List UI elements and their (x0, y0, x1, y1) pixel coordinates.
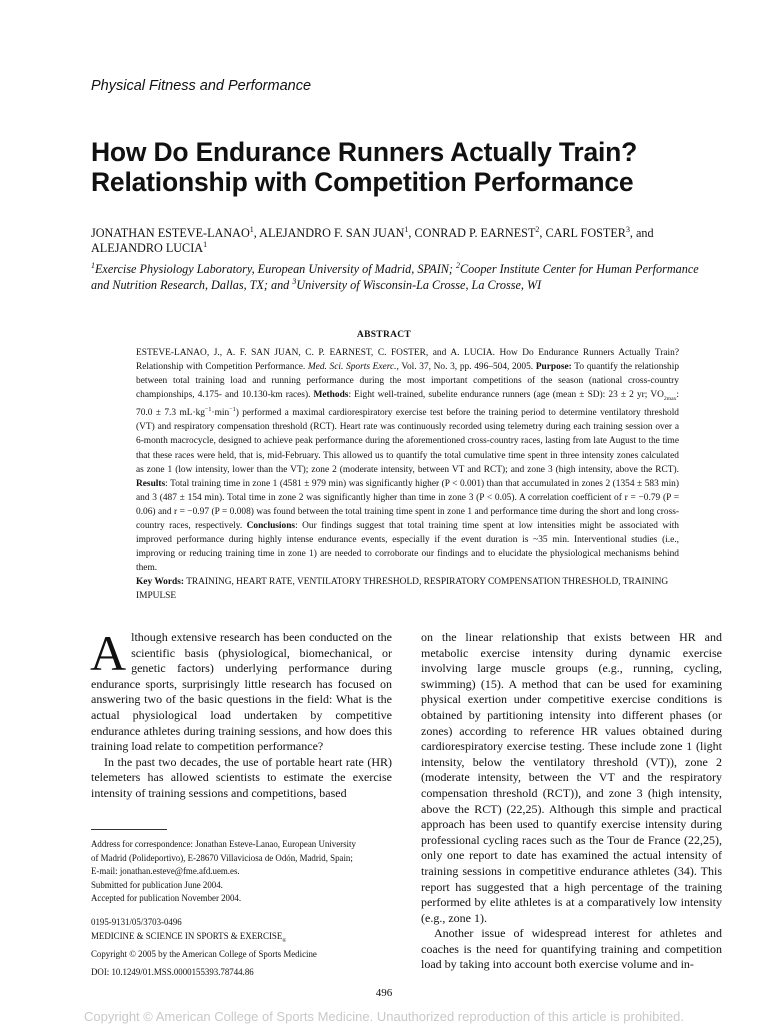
conclusions-label: Conclusions (246, 521, 296, 531)
body-column-right (421, 630, 722, 973)
abstract-journal-info: , Vol. 37, No. 3, pp. 496–504, 2005. (396, 362, 536, 373)
issn-line: 0195-9131/05/3703-0496 (91, 916, 182, 927)
affiliation-3: University of Wisconsin-La Crosse, La Crosse, WI (296, 277, 542, 292)
journal-name-line (91, 930, 396, 948)
abstract-citation: ESTEVE-LANAO, J., A. F. SAN JUAN, C. P. EARNEST, C. FOSTER, and A. LUCIA. How Do Endurance Runners Actually Train? Relationship with Competition Performance. (136, 348, 679, 373)
body-paragraph: on the linear relationship that exists between HR and metabolic exercise intensity during dynamic exercise involving large muscle groups (e.g., running, cycling, swimming) (15). A method that can be used for examining physical exertion under competitive exercise conditions is obtained by partitioning intensity into different phases (or zones) according to reference HR values obtained during cardiorespiratory exercise testing. These include zone 1 (light intensity, below the ventilatory threshold (VT)), zone 2 (moderate intensity, between the VT and the respiratory compensation threshold (RCT)), and zone 3 (high intensity, above the RCT) (22,25). Although this simple and practical approach has been used to quantify exercise intensity during professional cycling races such as the Tour de France (22,25), only one report to date has examined the actual intensity of training sessions in competitive endurance athletes (34). This report has suggested that a high percentage of the training performed by elite athletes is at a comparatively low intensity (e.g., zone 1). (421, 630, 722, 925)
title-line-2: Relationship with Competition Performance (91, 167, 634, 197)
vo2max-subscript: 2max (663, 396, 677, 403)
conclusions-text: : Our findings suggest that total training time spent at low intensities might be associated with improved performance during highly intense endurance events, especially if the event duration is ~35 min. Interventional studies (i.e., improving or reducing training time in zone 1) are needed to corroborate our findings and to elucidate the physiological mechanisms behind them. (136, 521, 679, 574)
author-name: ALEJANDRO F. SAN JUAN (259, 226, 405, 240)
correspondence-email: E-mail: jonathan.esteve@fme.afd.uem.es. (91, 866, 240, 877)
methods-text: : Eight well-trained, subelite endurance runners (age (mean ± SD): 23 ± 2 yr; VO (348, 390, 664, 401)
author-name: CONRAD P. EARNEST (414, 226, 536, 240)
unit-superscript: −1 (229, 407, 236, 414)
body-paragraph (90, 625, 392, 755)
title-line-1: How Do Endurance Runners Actually Train? (91, 137, 638, 167)
methods-text: ) performed a maximal cardiorespiratory exercise test before the training period to determine ventilatory threshold (VT) and respiratory compensation threshold (RCT). Heart rate was continuously recorded using telemetry during each training session over a 6-month macrocycle, designed to achieve peak performance during the aforementioned cross-country races, lasting from late August to the time that these races were held, that is, mid-February. This allowed us to quantify the total cumulative time spent in three intensity zones calculated as zone 1 (low intensity, lower than the VT); zone 2 (moderate intensity, between VT and RCT); and zone 3 (high intensity, above the RCT). (136, 408, 679, 475)
article-title (91, 137, 731, 197)
registered-mark: ® (282, 937, 287, 944)
author-affil-sup: 2 (535, 224, 540, 234)
author-name: JONATHAN ESTEVE-LANAO (91, 226, 250, 240)
affiliations (91, 262, 711, 293)
author-separator: , and (629, 226, 654, 240)
abstract-body (136, 346, 679, 604)
accepted-date: Accepted for publication November 2004. (91, 893, 242, 904)
body-paragraph: In the past two decades, the use of portable heart rate (HR) telemeters has allowed scientists to estimate the exercise intensity of training sessions and competitions, based (91, 754, 392, 800)
footnote-divider (91, 829, 167, 830)
author-name: ALEJANDRO LUCIA (91, 241, 204, 255)
paragraph-text: lthough extensive research has been conducted on the scientific basis (physiological, biomechanical, or genetic factors) underlying performance during endurance sports, surprisingly little research has focused on answering two of the basic questions in the field: What is the actual physiological load undertaken by competitive endurance athletes during training sessions, and how does this training load relate to competition performance? (91, 630, 392, 754)
correspondence-line: of Madrid (Polideportivo), E-28670 Villaviciosa de Odón, Madrid, Spain; (91, 852, 353, 863)
author-affil-sup: 1 (249, 224, 254, 234)
author-affil-sup: 3 (625, 224, 630, 234)
section-label: Physical Fitness and Performance (91, 78, 312, 94)
unit-superscript: −1 (205, 407, 212, 414)
doi-line: DOI: 10.1249/01.MSS.0000155393.78744.86 (91, 966, 254, 977)
methods-text: ·min (211, 408, 230, 419)
methods-text: : 70.0 ± 7.3 mL·kg (136, 390, 679, 419)
copyright-watermark: Copyright © American College of Sports Medicine. Unauthorized reproduction of this article is prohibited. (84, 1009, 684, 1024)
author-affil-sup: 1 (404, 224, 409, 234)
keywords-text: TRAINING, HEART RATE, VENTILATORY THRESHOLD, RESPIRATORY COMPENSATION THRESHOLD, TRAINING IMPULSE (136, 577, 669, 602)
journal-name: MEDICINE & SCIENCE IN SPORTS & EXERCISE (91, 930, 283, 941)
correspondence-line: Address for correspondence: Jonathan Esteve-Lanao, European University (91, 839, 356, 849)
methods-label: Methods (313, 390, 349, 401)
purpose-text: To quantify the relationship between total training load and running performance during the most important competitions of the season (national cross-country championships, 4.175- and 10.130-km races). (136, 362, 680, 401)
keywords-label: Key Words: (136, 577, 185, 588)
author-separator: , (253, 226, 260, 240)
copyright-line: Copyright © 2005 by the American College of Sports Medicine (91, 948, 317, 959)
affiliation-1: Exercise Physiology Laboratory, European University of Madrid, SPAIN; (94, 262, 457, 276)
footnote-spacer (91, 906, 396, 916)
body-column-left (90, 625, 392, 802)
results-label: Results (136, 478, 166, 489)
abstract-heading: ABSTRACT (356, 330, 412, 340)
submitted-date: Submitted for publication June 2004. (91, 879, 223, 890)
author-list (91, 226, 711, 256)
affil-sup: 1 (91, 260, 95, 270)
author-separator: , (539, 226, 546, 240)
drop-cap: A (90, 625, 127, 681)
affil-sup: 3 (292, 276, 297, 286)
author-separator: , (408, 226, 415, 240)
author-name: CARL FOSTER (545, 226, 626, 240)
abstract-journal: Med. Sci. Sports Exerc. (307, 362, 397, 373)
author-affil-sup: 1 (203, 239, 208, 249)
footnotes (91, 838, 396, 979)
affiliation-2: Cooper Institute Center for Human Performance and Nutrition Research, Dallas, TX; and (91, 262, 699, 292)
body-paragraph: Another issue of widespread interest for athletes and coaches is the need for quantifying training and competition load by taking into account both exercise volume and in- (421, 926, 722, 972)
affil-sup: 2 (456, 260, 460, 270)
purpose-label: Purpose: (535, 362, 572, 373)
page-number: 496 (375, 987, 393, 999)
results-text: : Total training time in zone 1 (4581 ± 979 min) was significantly higher (P < 0.001) than that accumulated in zones 2 (1354 ± 583 min) and 3 (487 ± 154 min). Total time in zone 2 was significantly higher than time in zone 3 (P < 0.05). A correlation coefficient of r = −0.79 (P = 0.06) and r = −0.97 (P = 0.008) was found between the total training time spent in zone 1 and performance time during the short and long cross-country races, respectively. (136, 478, 679, 531)
